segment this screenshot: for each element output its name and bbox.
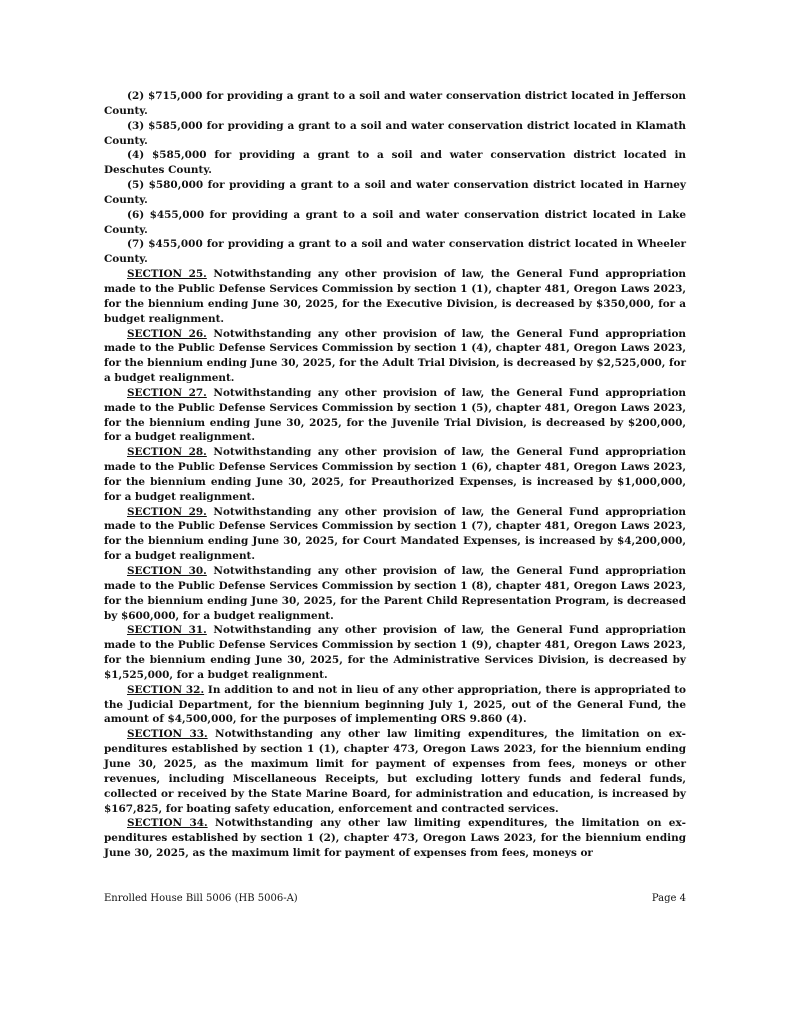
section-heading: SECTION 30. — [127, 565, 207, 577]
paragraph-text: In addition to and not in lieu of any other appropriation, there is appropriated to the Judicial Department, for the biennium beginning July 1, 2025, out of the General Fund, the amount of $4,500,000, for the purposes of implementing ORS 9.860 (4). — [104, 683, 686, 726]
section-heading: SECTION 29. — [127, 505, 207, 518]
section-heading: SECTION 27. — [127, 386, 207, 399]
paragraph-text: Notwithstanding any other provision of law, the General Fund appropriation made to the Public Defense Services Commission by section 1 (6), chapter 481, Oregon Laws 2023, for the biennium ending June 30, 2025, for Preauthorized Expenses, is increased by $1,000,000, for a budget realignment. — [104, 446, 687, 503]
paragraph-text: (5) $580,000 for providing a grant to a soil and water conservation district located in Harney County. — [104, 179, 686, 206]
paragraph-text: Notwithstanding any other provision of law, the General Fund appropriation made to the Public Defense Services Commission by section 1 (4), chapter 481, Oregon Laws 2023, for the biennium ending June 30, 2025, for the Adult Trial Division, is decreased by $2,525,000, for a budget realignment. — [104, 327, 687, 385]
paragraph-text: (2) $715,000 for providing a grant to a soil and water conservation district located in Jefferson County. — [104, 90, 686, 117]
section-heading: SECTION 33. — [127, 728, 208, 741]
section-heading: SECTION 25. — [127, 268, 207, 281]
paragraph-4 — [104, 178, 686, 208]
paragraph-text: (3) $585,000 for providing a grant to a soil and water conservation district located in Klamath County. — [104, 119, 686, 147]
section-33 — [104, 727, 686, 816]
bill-body — [104, 89, 686, 861]
paragraph-text: Notwithstanding any other law limiting expenditures, the limitation on expenditures established by section 1 (2), chapter 473, Oregon Laws 2023, for the biennium ending June 30, 2025, as the maximum limit for payment of expenses from fees, moneys or — [104, 817, 687, 860]
paragraph-6 — [104, 237, 686, 267]
section-28 — [104, 445, 686, 504]
paragraph-text: Notwithstanding any other provision of law, the General Fund appropriation made to the Public Defense Services Commission by section 1 (9), chapter 481, Oregon Laws 2023, for the biennium ending June 30, 2025, for the Administrative Services Division, is decreased by $1,525,000, for a budget realignment. — [104, 624, 687, 681]
paragraph-3 — [104, 148, 686, 178]
paragraph-text: (4) $585,000 for providing a grant to a soil and water conservation district located in Deschutes County. — [104, 149, 686, 177]
section-30 — [104, 564, 686, 623]
paragraph-text: (6) $455,000 for providing a grant to a soil and water conservation district located in Lake County. — [104, 208, 686, 236]
section-26 — [104, 327, 686, 386]
section-34 — [104, 816, 686, 861]
section-25 — [104, 267, 686, 326]
paragraph-text: Notwithstanding any other law limiting expenditures, the limitation on expenditures established by section 1 (1), chapter 473, Oregon Laws 2023, for the biennium ending June 30, 2025, as the maximum limit for payment of expenses from fees, moneys or other revenues, including Miscellaneous Receipts, but excluding lottery funds and federal funds, collected or received by the State Marine Board, for administration and education, is increased by $167,825, for boating safety education, enforcement and contracted services. — [104, 728, 687, 815]
page-number: Page 4 — [651, 893, 686, 904]
section-heading: SECTION 32. — [127, 683, 205, 696]
paragraph-5 — [104, 208, 686, 238]
section-31 — [104, 623, 686, 682]
paragraph-text: Notwithstanding any other provision of law, the General Fund appropriation made to the Public Defense Services Commission by section 1 (8), chapter 481, Oregon Laws 2023, for the biennium ending June 30, 2025, for the Parent Child Representation Program, is decreased by $600,000, for a budget realignment. — [104, 565, 687, 622]
paragraph-text: Notwithstanding any other provision of law, the General Fund appropriation made to the Public Defense Services Commission by section 1 (5), chapter 481, Oregon Laws 2023, for the biennium ending June 30, 2025, for the Juvenile Trial Division, is decreased by $200,000, for a budget realignment. — [104, 386, 687, 444]
section-heading: SECTION 28. — [127, 446, 207, 459]
section-heading: SECTION 26. — [127, 327, 207, 340]
paragraph-text: Notwithstanding any other provision of law, the General Fund appropriation made to the Public Defense Services Commission by section 1 (7), chapter 481, Oregon Laws 2023, for the biennium ending June 30, 2025, for Court Mandated Expenses, is increased by $4,200,000, for a budget realignment. — [104, 505, 687, 563]
section-heading: SECTION 31. — [127, 624, 207, 637]
section-29 — [104, 505, 686, 564]
section-27 — [104, 386, 686, 445]
paragraph-2 — [104, 119, 686, 149]
section-32 — [104, 683, 686, 728]
paragraph-1 — [104, 89, 686, 119]
paragraph-text: (7) $455,000 for providing a grant to a soil and water conservation district located in Wheeler County. — [104, 238, 686, 266]
page-footer — [104, 893, 686, 904]
section-heading: SECTION 34. — [127, 817, 208, 830]
bill-identifier: Enrolled House Bill 5006 (HB 5006-A) — [104, 893, 298, 904]
paragraph-text: Notwithstanding any other provision of law, the General Fund appropriation made to the Public Defense Services Commission by section 1 (1), chapter 481, Oregon Laws 2023, for the biennium ending June 30, 2025, for the Executive Division, is decreased by $350,000, for a budget realignment. — [104, 268, 687, 325]
